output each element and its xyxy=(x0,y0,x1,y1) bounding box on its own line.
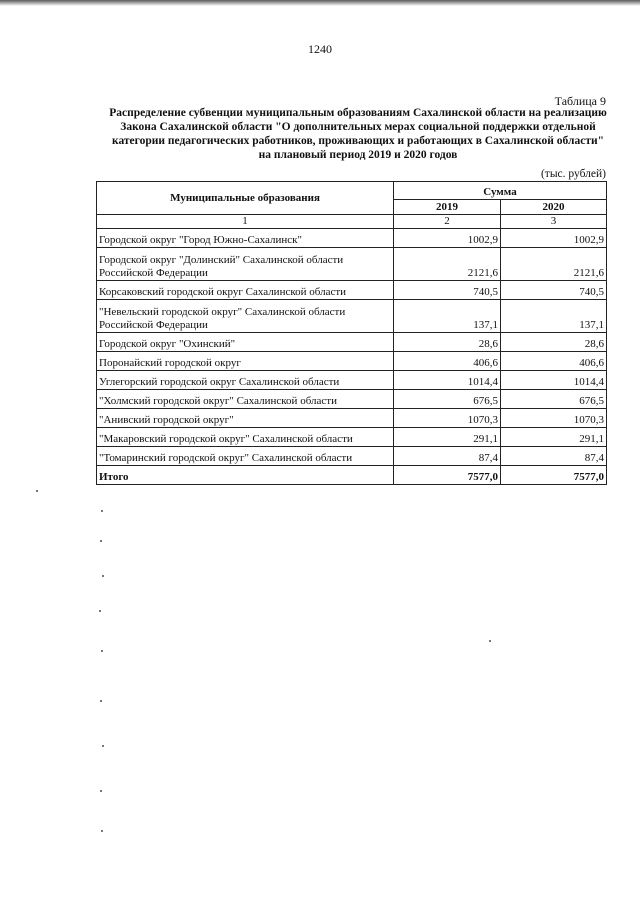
header-row xyxy=(97,182,607,200)
table-row xyxy=(97,248,607,281)
value-2019: 1014,4 xyxy=(394,371,501,390)
total-2020: 7577,0 xyxy=(501,466,607,485)
value-2019: 291,1 xyxy=(394,428,501,447)
municipality-name: Городской округ "Долинский" Сахалинской области Российской Федерации xyxy=(97,248,394,281)
col-header-2019: 2019 xyxy=(394,200,501,215)
value-2019: 137,1 xyxy=(394,300,501,333)
value-2019: 406,6 xyxy=(394,352,501,371)
municipality-name: Городской округ "Город Южно-Сахалинск" xyxy=(97,229,394,248)
value-2020: 740,5 xyxy=(501,281,607,300)
value-2019: 1002,9 xyxy=(394,229,501,248)
table-row xyxy=(97,229,607,248)
total-label: Итого xyxy=(97,466,394,485)
table-row xyxy=(97,281,607,300)
table-row xyxy=(97,447,607,466)
scan-speck xyxy=(489,640,491,642)
scan-speck xyxy=(101,830,103,832)
municipality-name: "Невельский городской округ" Сахалинской области Российской Федерации xyxy=(97,300,394,333)
total-2019: 7577,0 xyxy=(394,466,501,485)
value-2020: 137,1 xyxy=(501,300,607,333)
page-number: 1240 xyxy=(308,42,332,56)
municipality-name: Городской округ "Охинский" xyxy=(97,333,394,352)
table-row xyxy=(97,428,607,447)
municipality-name: Корсаковский городской округ Сахалинской области xyxy=(97,281,394,300)
units-label: (тыс. рублей) xyxy=(540,168,606,180)
value-2020: 676,5 xyxy=(501,390,607,409)
col-header-name: Муниципальные образования xyxy=(97,182,394,215)
subsidy-table xyxy=(96,181,607,485)
value-2019: 2121,6 xyxy=(394,248,501,281)
municipality-name: "Холмский городской округ" Сахалинской области xyxy=(97,390,394,409)
column-number-row xyxy=(97,215,607,229)
table-row xyxy=(97,333,607,352)
value-2019: 740,5 xyxy=(394,281,501,300)
value-2020: 28,6 xyxy=(501,333,607,352)
scan-speck xyxy=(100,790,102,792)
value-2020: 1070,3 xyxy=(501,409,607,428)
scan-speck xyxy=(100,700,102,702)
col-header-2020: 2020 xyxy=(501,200,607,215)
table-row xyxy=(97,409,607,428)
scan-speck xyxy=(36,490,38,492)
table-row xyxy=(97,352,607,371)
value-2019: 676,5 xyxy=(394,390,501,409)
value-2020: 291,1 xyxy=(501,428,607,447)
col-number: 1 xyxy=(97,215,394,229)
col-number: 3 xyxy=(501,215,607,229)
value-2020: 406,6 xyxy=(501,352,607,371)
municipality-name: Поронайский городской округ xyxy=(97,352,394,371)
table-row xyxy=(97,300,607,333)
value-2020: 2121,6 xyxy=(501,248,607,281)
scan-speck xyxy=(100,540,102,542)
value-2020: 1014,4 xyxy=(501,371,607,390)
value-2019: 28,6 xyxy=(394,333,501,352)
total-row xyxy=(97,466,607,485)
value-2019: 87,4 xyxy=(394,447,501,466)
table-row xyxy=(97,390,607,409)
scan-speck xyxy=(101,510,103,512)
col-number: 2 xyxy=(394,215,501,229)
table-row xyxy=(97,371,607,390)
value-2019: 1070,3 xyxy=(394,409,501,428)
scan-speck xyxy=(99,610,101,612)
scan-speck xyxy=(101,650,103,652)
municipality-name: "Томаринский городской округ" Сахалинской области xyxy=(97,447,394,466)
value-2020: 87,4 xyxy=(501,447,607,466)
col-header-sum: Сумма xyxy=(394,182,607,200)
scan-top-edge xyxy=(0,0,640,6)
scan-speck xyxy=(102,745,104,747)
municipality-name: Углегорский городской округ Сахалинской области xyxy=(97,371,394,390)
table-title: Распределение субвенции муниципальным образованиям Сахалинской области на реализацию Закона Сахалинской области "О дополнительных мерах социальной поддержки отдельной категории педагогических работников, проживающих и работающих в Сахалинской области" на плановый период 2019 и 2020 годов xyxy=(109,107,607,161)
table-label: Таблица 9 xyxy=(554,94,606,108)
value-2020: 1002,9 xyxy=(501,229,607,248)
municipality-name: "Макаровский городской округ" Сахалинской области xyxy=(97,428,394,447)
scan-speck xyxy=(102,575,104,577)
municipality-name: "Анивский городской округ" xyxy=(97,409,394,428)
